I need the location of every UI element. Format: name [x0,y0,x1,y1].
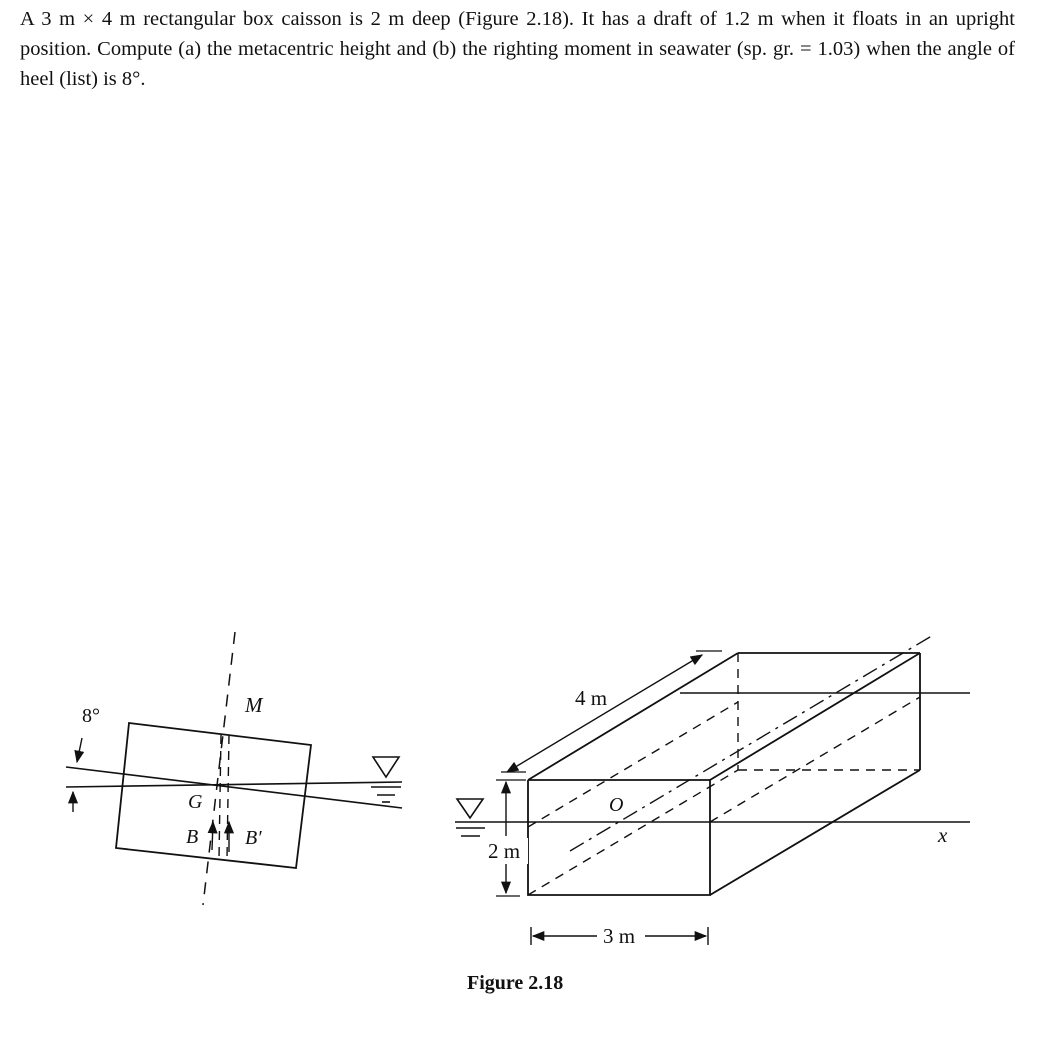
length-dimension-line [507,655,702,772]
buoyancy-center-label: B [186,826,199,848]
box-top-left-edge [528,653,738,780]
angle-arrow-upper [77,738,82,762]
box-top-right-edge [710,653,920,780]
gravity-center-label: G [188,791,203,813]
heeled-section-diagram [66,632,402,905]
buoyant-force-arrow-b [212,822,213,850]
shifted-buoyancy-center-label: B′ [245,827,262,849]
length-label: 4 m [575,686,608,710]
water-surface-symbol-left [371,757,401,802]
center-label: O [609,794,624,816]
tilted-waterline [66,767,402,808]
horizontal-reference-line [66,782,402,787]
depth-label: 2 m [488,839,521,863]
caisson-3d-diagram [455,634,970,945]
box-bottom-right-edge [710,770,920,895]
longitudinal-axis-x [570,634,935,851]
tilted-box-outline [116,723,311,868]
waterline-planes [528,697,920,827]
metacenter-label: M [245,693,263,717]
angle-label: 8° [82,705,100,727]
axis-x-label: x [938,823,948,847]
figure-caption: Figure 2.18 [467,972,564,994]
water-surface-symbol-right [456,799,485,836]
vertical-centerline-upright [219,735,221,858]
width-label: 3 m [603,924,636,948]
problem-statement: A 3 m × 4 m rectangular box caisson is 2 m deep (Figure 2.18). It has a draft of 1.2 m when it floats in an upright position. Compute (a) the metacentric height and (b) the righting moment in seawater (sp. gr. = 1.03) when the angle of heel (list) is 8°. [20,8,1015,90]
tilted-centerline [203,632,235,905]
